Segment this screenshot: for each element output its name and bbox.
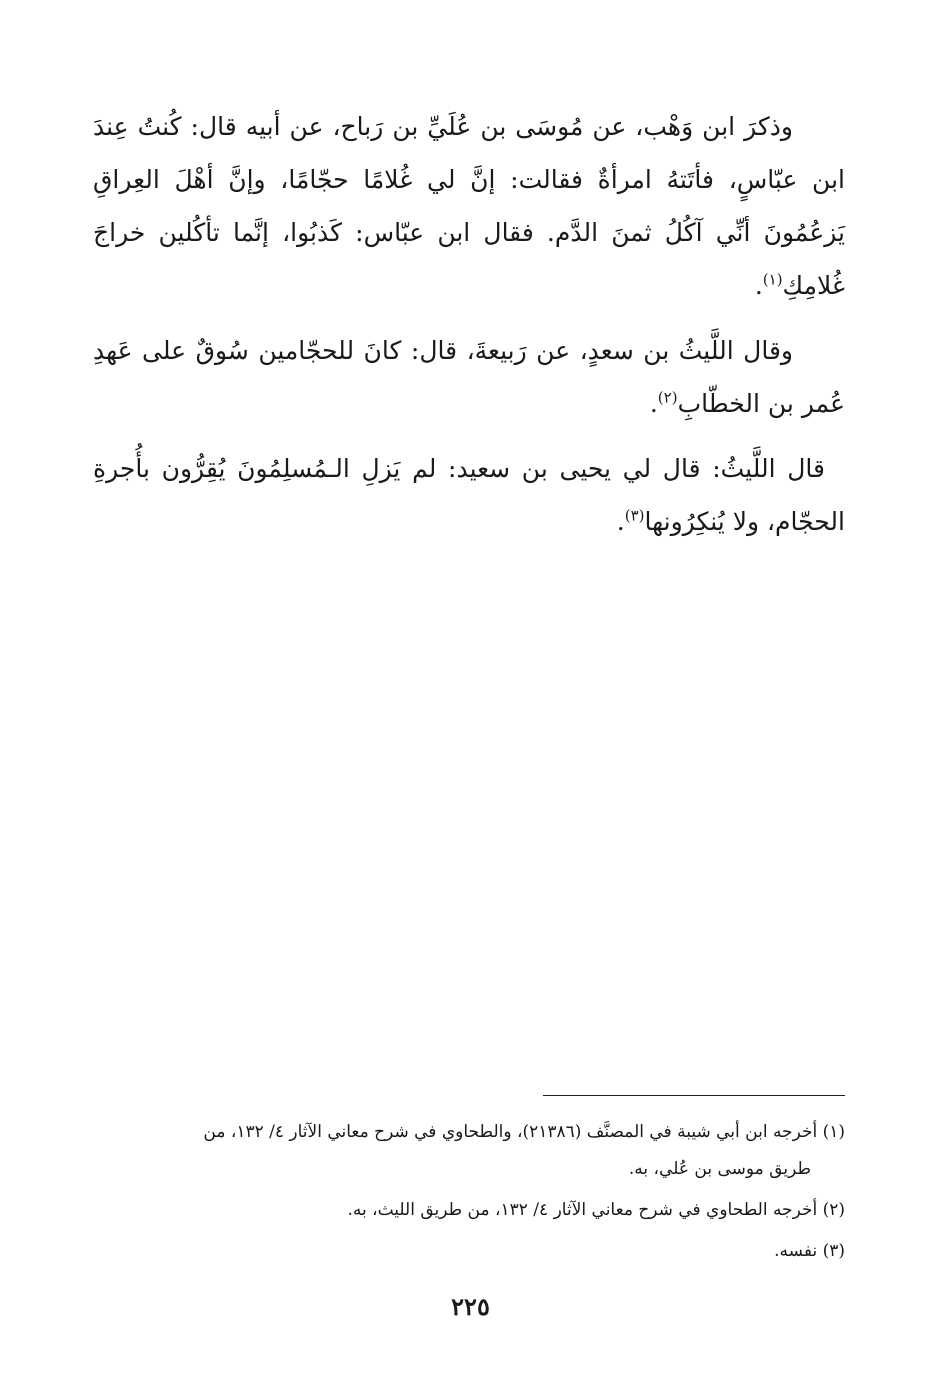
paragraph-1 [93, 100, 845, 312]
footnote-ref-2: (٢) [657, 388, 678, 407]
paragraph-3-end: . [616, 507, 625, 536]
paragraph-1-text: وذكرَ ابن وَهْب، عن مُوسَى بن عُلَيِّ بن رَباح، عن أبيه قال: كُنتُ عِندَ ابن عبّاسٍ، فأتَتهُ امرأةٌ فقالت: إنَّ لي غُلامًا حجّامًا، وإنَّ أهْلَ العِراقِ يَزعُمُونَ أنِّي آكُلُ ثمنَ الدَّم. فقال ابن عبّاس: كَذبُوا، إنَّما تأكُلين خراجَ غُلامِكِ [93, 112, 845, 300]
footnote-1-line-2: طريق موسى بن عُلي، به. [628, 1159, 811, 1179]
footnote-separator [543, 1095, 845, 1096]
main-text-block [93, 100, 845, 560]
paragraph-3 [93, 442, 845, 548]
paragraph-2 [93, 324, 845, 430]
footnote-3 [95, 1233, 845, 1270]
paragraph-1-end: . [754, 271, 763, 300]
footnote-1 [95, 1114, 845, 1188]
page-number: ٢٢٥ [451, 1292, 490, 1321]
footnote-1-line-1: (١) أخرجه ابن أبي شيبة في المصنَّف (٢١٣٨٦)، والطحاوي في شرح معاني الآثار ٤/ ١٣٢، من [203, 1122, 845, 1142]
paragraph-2-text: وقال اللَّيثُ بن سعدٍ، عن رَبيعةَ، قال: كانَ للحجّامين سُوقٌ على عَهدِ عُمر بن الخطّابِ [93, 336, 845, 418]
footnote-2 [95, 1192, 845, 1229]
footnote-2-line-1: (٢) أخرجه الطحاوي في شرح معاني الآثار ٤/ ١٣٢، من طريق الليث، به. [347, 1200, 845, 1220]
footnote-ref-1: (١) [762, 270, 783, 289]
paragraph-3-text: قال اللَّيثُ: قال لي يحيى بن سعيد: لم يَزلِ الـمُسلِمُونَ يُقِرُّون بأُجرةِ الحجّام، ولا يُنكِرُونها [93, 454, 845, 536]
footnotes-block [95, 1114, 845, 1274]
footnote-3-line-1: (٣) نفسه. [774, 1241, 845, 1261]
paragraph-2-end: . [649, 389, 658, 418]
footnote-ref-3: (٣) [624, 506, 645, 525]
